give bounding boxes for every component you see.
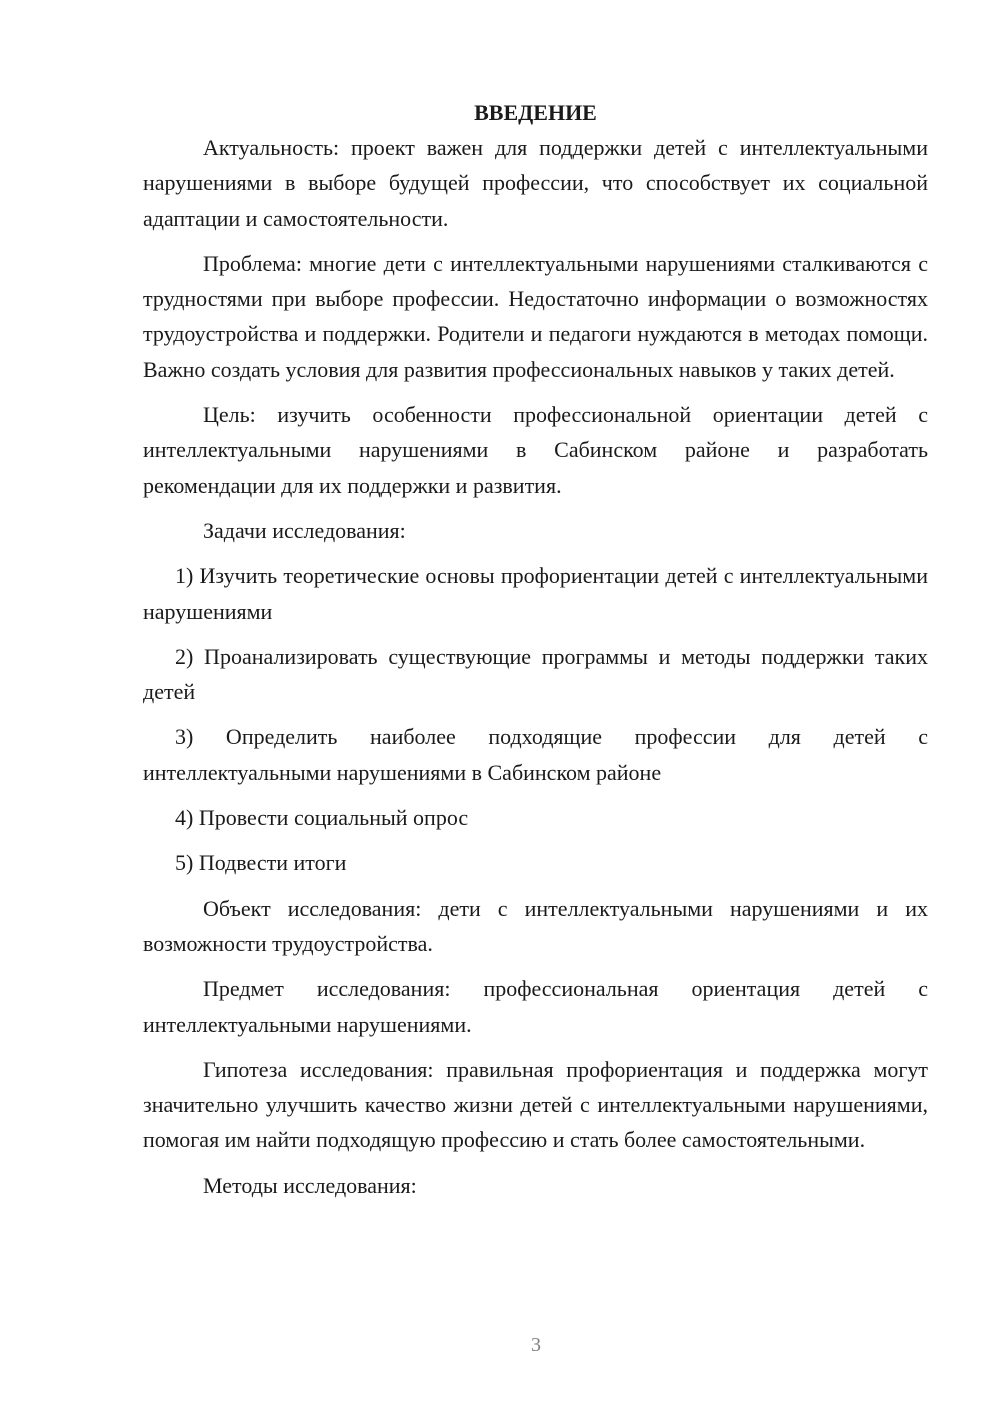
subject-paragraph: Предмет исследования: профессиональная ориентация детей с интеллектуальными нарушениями. <box>143 976 928 1037</box>
hypothesis-paragraph: Гипотеза исследования: правильная профориентация и поддержка могут значительно улучшить качество жизни детей с интеллектуальными нарушениями, помогая им найти подходящую профессию и стать более самостоятельными. <box>143 1056 928 1153</box>
task-item-2: 2) Проанализировать существующие программы и методы поддержки таких детей <box>143 643 928 705</box>
goal-paragraph: Цель: изучить особенности профессиональной ориентации детей с интеллектуальными нарушениями в Сабинском районе и разработать рекомендации для их поддержки и развития. <box>143 402 928 498</box>
task-item-3: 3) Определить наиболее подходящие профессии для детей с интеллектуальными нарушениями в Сабинском районе <box>143 724 928 785</box>
section-title: ВВЕДЕНИЕ <box>474 100 597 125</box>
relevance-paragraph: Актуальность: проект важен для поддержки детей с интеллектуальными нарушениями в выборе будущей профессии, что способствует их социальной адаптации и самостоятельности. <box>143 135 928 231</box>
page-number: 3 <box>531 1334 541 1356</box>
methods-heading: Методы исследования: <box>203 1172 417 1198</box>
problem-paragraph: Проблема: многие дети с интеллектуальными нарушениями сталкиваются с трудностями при выборе профессии. Недостаточно информации о возможностях трудоустройства и поддержки. Родители и педагоги нуждаются в методах помощи. Важно создать условия для развития профессиональных навыков у таких детей. <box>143 250 928 382</box>
task-item-5: 5) Подвести итоги <box>175 850 347 876</box>
object-paragraph: Объект исследования: дети с интеллектуальными нарушениями и их возможности трудоустройства. <box>143 895 928 956</box>
task-item-4: 4) Провести социальный опрос <box>175 805 469 831</box>
tasks-heading: Задачи исследования: <box>203 517 406 543</box>
document-page <box>143 95 928 1213</box>
task-item-1: 1) Изучить теоретические основы профориентации детей с интеллектуальными нарушениями <box>143 563 928 624</box>
